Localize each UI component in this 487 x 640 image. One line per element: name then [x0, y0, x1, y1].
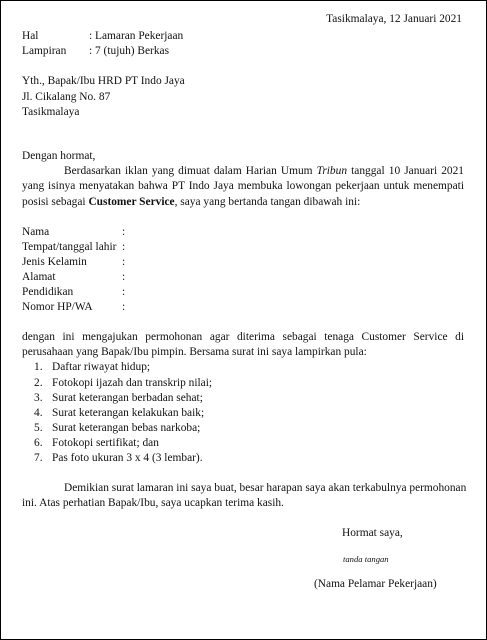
newspaper-name: Tribun [316, 165, 348, 177]
list-item-number: 5. [34, 422, 43, 434]
subject-label: Hal [22, 30, 39, 42]
field-gender-colon: : [122, 256, 126, 268]
list-item: Fotokopi sertifikat; dan [52, 437, 159, 449]
list-item-number: 6. [34, 437, 43, 449]
field-name-label: Nama [22, 226, 50, 238]
list-item: Surat keterangan berbadan sehat; [52, 392, 203, 404]
closing-line-1: Demikian surat lamaran ini saya buat, besar harapan saya akan terkabulnya permohonan [64, 482, 467, 494]
list-item-number: 1. [34, 361, 43, 373]
closing-line-2: ini. Atas perhatian Bapak/Ibu, saya ucapkan terima kasih. [22, 497, 284, 509]
signature-greeting: Hormat saya, [342, 527, 403, 539]
list-item-number: 2. [34, 377, 43, 389]
salutation: Dengan hormat, [22, 150, 96, 162]
applicant-name-placeholder: (Nama Pelamar Pekerjaan) [314, 578, 437, 590]
opening-line-1: Berdasarkan iklan yang dimuat dalam Harian Umum Tribun tanggal 10 Januari 2021 [64, 165, 465, 177]
recipient-city: Tasikmalaya [22, 106, 80, 118]
field-phone-label: Nomor HP/WA [22, 301, 93, 313]
attachment-count-value: : 7 (tujuh) Berkas [89, 45, 170, 57]
position-title: Customer Service [88, 196, 175, 208]
list-item: Surat keterangan kelakukan baik; [52, 407, 205, 419]
list-item-number: 7. [34, 452, 43, 464]
signature-placeholder: tanda tangan [343, 554, 389, 564]
opening-line-2: yang isinya menyatakan bahwa PT Indo Jaya membuka lowongan pekerjaan untuk menempati [22, 180, 464, 192]
field-education-colon: : [122, 286, 126, 298]
request-line-2: perusahaan yang Bapak/Ibu pimpin. Bersama surat ini saya lampirkan pula: [22, 346, 367, 358]
recipient-street: Jl. Cikalang No. 87 [22, 91, 111, 103]
field-name-colon: : [122, 226, 126, 238]
field-address-label: Alamat [22, 271, 56, 283]
field-education-label: Pendidikan [22, 286, 74, 298]
list-item: Daftar riwayat hidup; [52, 361, 151, 373]
request-line-1: dengan ini mengajukan permohonan agar diterima sebagai tenaga Customer Service di [22, 331, 464, 343]
opening-line-3: posisi sebagai Customer Service, saya yang bertanda tangan dibawah ini: [22, 196, 361, 208]
list-item: Pas foto ukuran 3 x 4 (3 lembar). [52, 452, 203, 464]
field-address-colon: : [122, 271, 126, 283]
place-date: Tasikmalaya, 12 Januari 2021 [326, 13, 462, 25]
field-phone-colon: : [122, 301, 126, 313]
attachment-count-label: Lampiran [22, 45, 67, 57]
field-birth-colon: : [122, 241, 126, 253]
list-item-number: 4. [34, 407, 43, 419]
list-item: Fotokopi ijazah dan transkrip nilai; [52, 377, 213, 389]
list-item-number: 3. [34, 392, 43, 404]
recipient-name: Yth., Bapak/Ibu HRD PT Indo Jaya [22, 75, 185, 87]
list-item: Surat keterangan bebas narkoba; [52, 422, 201, 434]
subject-value: : Lamaran Pekerjaan [89, 30, 184, 42]
field-birth-label: Tempat/tanggal lahir [22, 241, 117, 253]
field-gender-label: Jenis Kelamin [22, 256, 87, 268]
